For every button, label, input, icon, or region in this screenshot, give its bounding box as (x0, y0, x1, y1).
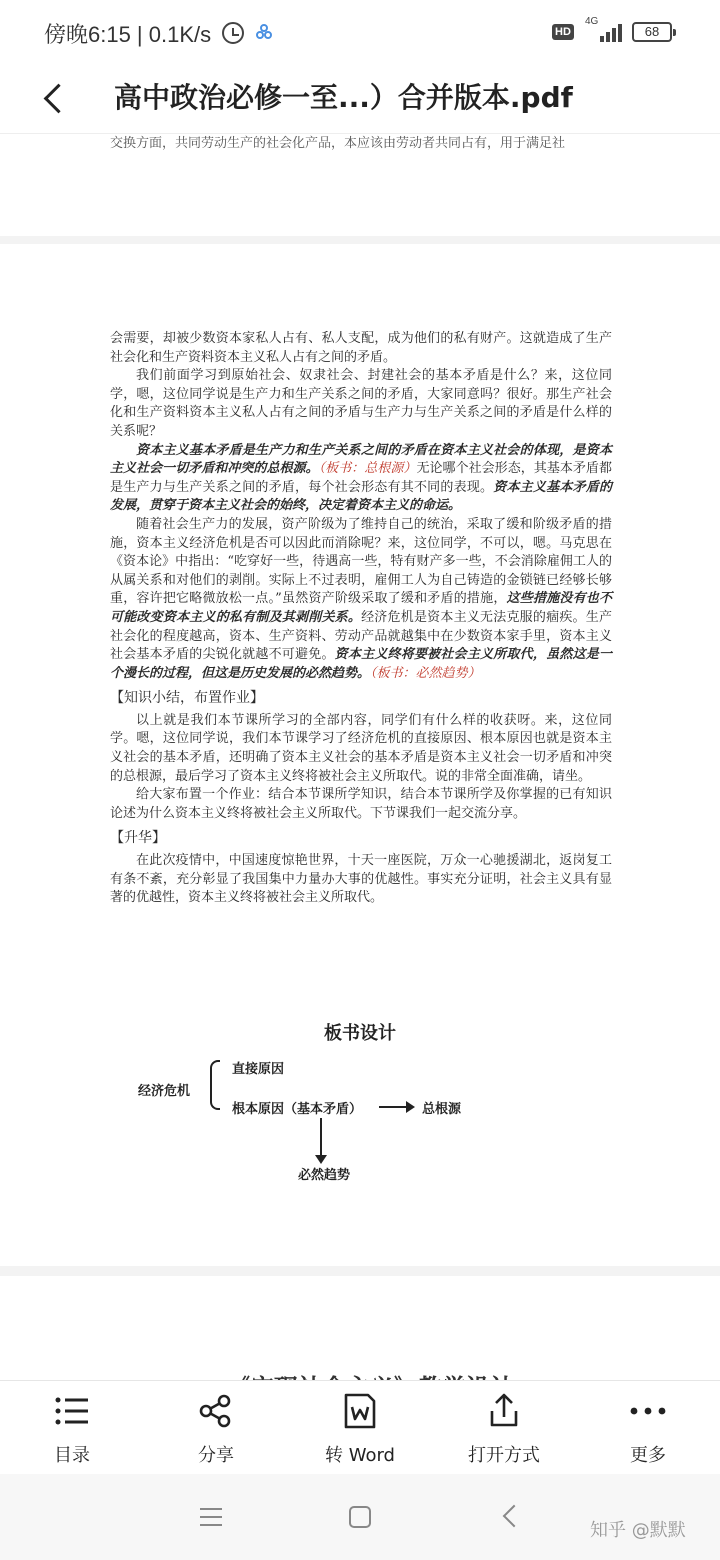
board-note: （板书：必然趋势） (370, 665, 481, 681)
board-design-title: 板书设计 (324, 1023, 396, 1044)
board-total-source: 总根源 (422, 1102, 462, 1117)
open-with-icon (484, 1391, 524, 1431)
back-arrow-icon[interactable] (36, 78, 76, 118)
board-note: （板书：总根源） (318, 461, 417, 477)
pdf-viewer[interactable] (0, 134, 720, 1380)
hd-badge: HD (552, 24, 574, 40)
bold-text: 资本主义基本矛盾是生产力和生产关系之间的矛盾在资本主义社会的体现，是资本主义社会一切矛盾和冲突的总根源。 (110, 442, 612, 477)
status-time: 傍晚6:15 | 0.1K/s (44, 22, 212, 47)
pdf-page-previous (0, 134, 720, 236)
page-cut-text: 交换方面，共同劳动生产的社会化产品，本应该由劳动者共同占有，用于满足社 (110, 136, 566, 151)
text: 随着社会生产力的发展，资产阶级为了维持自己的统治，采取了缓和阶级矛盾的措施，资本主义经济危机是否可以因此而消除呢？来，这位同学，不可以，嗯。马克思在《资本论》中指出：“吃穿好一些，待遇高一些，特有财产多一些，不会消除雇佣工人的从属关系和对他们的剥削。实际上不过表明，雇佣工人为自己铸造的金锁链已经够长够重，容许把它略微放松一点。”虽然资产阶级采取了缓和矛盾的措施， (110, 516, 612, 607)
word-icon (340, 1391, 380, 1431)
arrow-right-icon (379, 1106, 413, 1108)
text: 无论哪个社会形态，其基本矛盾都是生产力与生产关系之间的矛盾，每个社会形态有其不同的表现。 (110, 461, 612, 495)
home-icon[interactable] (349, 1506, 371, 1528)
paragraph: 会需要，却被少数资本家私人占有、私人支配，成为他们的私有财产。这就造成了生产社会化和生产资料资本主义私人占有之间的矛盾。 (110, 331, 612, 365)
signal-icon (596, 24, 622, 42)
toolbar-open-with-button[interactable] (432, 1381, 576, 1475)
title-bar (0, 66, 720, 134)
paragraph: 给大家布置一个作业：结合本节课所学知识，结合本节课所学及你掌握的已有知识论述为什么资本主义终将被社会主义所取代。下节课我们一起交流分享。 (110, 787, 612, 821)
app-notification-icon (256, 24, 274, 42)
alarm-icon (222, 22, 244, 44)
toolbar-label: 更多 (630, 1445, 666, 1466)
more-icon (628, 1391, 668, 1431)
toolbar-convert-word-button[interactable] (288, 1381, 432, 1475)
pdf-page-next (0, 1276, 720, 1386)
bold-text: 资本主义终将要被社会主义所取代，虽然这是一个漫长的过程，但这是历史发展的必然趋势。 (110, 647, 612, 681)
paragraph (110, 442, 612, 516)
document-title: 高中政治必修一至...）合并版本.pdf (114, 81, 573, 114)
toolbar-label: 分享 (198, 1445, 234, 1466)
system-back-icon[interactable] (503, 1505, 526, 1528)
toolbar-label: 转 Word (325, 1445, 395, 1466)
toolbar-catalog-button[interactable] (0, 1381, 144, 1475)
arrow-down-icon (320, 1118, 322, 1162)
system-navigation-bar (0, 1474, 720, 1560)
paragraph (110, 516, 612, 683)
board-design-diagram (136, 1052, 496, 1182)
section-heading: 【知识小结，布置作业】 (110, 690, 264, 707)
bold-text: 这些措施没有也不可能改变资本主义的私有制及其剥削关系。 (110, 591, 612, 625)
bottom-toolbar (0, 1380, 720, 1474)
board-root-cause: 根本原因（基本矛盾） (232, 1102, 363, 1117)
paragraph: 我们前面学习到原始社会、奴隶社会、封建社会的基本矛盾是什么？来，这位同学，嗯，这位同学说是生产力和生产关系之间的矛盾，大家同意吗？很好。那生产社会化和生产资料资本主义私人占有之间的矛盾与生产力与生产关系之间的矛盾是什么样的关系呢？ (110, 368, 612, 439)
board-economic-crisis: 经济危机 (138, 1084, 191, 1099)
paragraph: 以上就是我们本节课所学习的全部内容，同学们有什么样的收获呀。来，这位同学。嗯，这位同学说，我们本节课学习了经济危机的直接原因、根本原因也就是资本主义社会的基本矛盾，还明确了资本主义社会的基本矛盾是资本主义社会一切矛盾和冲突的总根源，最后学习了资本主义终将被社会主义所取代。说的非常全面准确，请坐。 (110, 712, 612, 784)
recent-apps-icon[interactable] (200, 1508, 222, 1526)
pdf-page-current (0, 244, 720, 1266)
list-icon (52, 1391, 92, 1431)
network-type: 4G (585, 16, 599, 27)
watermark: 知乎 @默默 (590, 1520, 686, 1541)
brace-icon (210, 1060, 220, 1110)
section-heading: 【升华】 (110, 830, 166, 847)
board-inevitable-trend: 必然趋势 (298, 1168, 351, 1183)
text: 经济危机是资本主义无法克服的痼疾。生产社会化的程度越高，资本、生产资料、劳动产品就越集中在少数资本家手里，资本主义社会基本矛盾的尖锐化就越不可避免。 (110, 609, 612, 663)
toolbar-share-button[interactable] (144, 1381, 288, 1475)
share-icon (196, 1391, 236, 1431)
toolbar-label: 打开方式 (468, 1445, 540, 1466)
bold-text: 资本主义基本矛盾的发展，贯穿于资本主义社会的始终，决定着资本主义的命运。 (110, 479, 612, 514)
board-direct-cause: 直接原因 (232, 1062, 285, 1077)
toolbar-more-button[interactable] (576, 1381, 720, 1475)
paragraph: 在此次疫情中，中国速度惊艳世界，十天一座医院，万众一心驰援湖北，返岗复工有条不紊，充分彰显了我国集中力量办大事的优越性。事实充分证明，社会主义具有显著的优越性，资本主义终将被社会主义所取代。 (110, 853, 612, 906)
page-text (110, 330, 612, 908)
status-bar (0, 0, 720, 66)
toolbar-label: 目录 (54, 1445, 90, 1466)
battery-icon: 68 (632, 22, 672, 42)
